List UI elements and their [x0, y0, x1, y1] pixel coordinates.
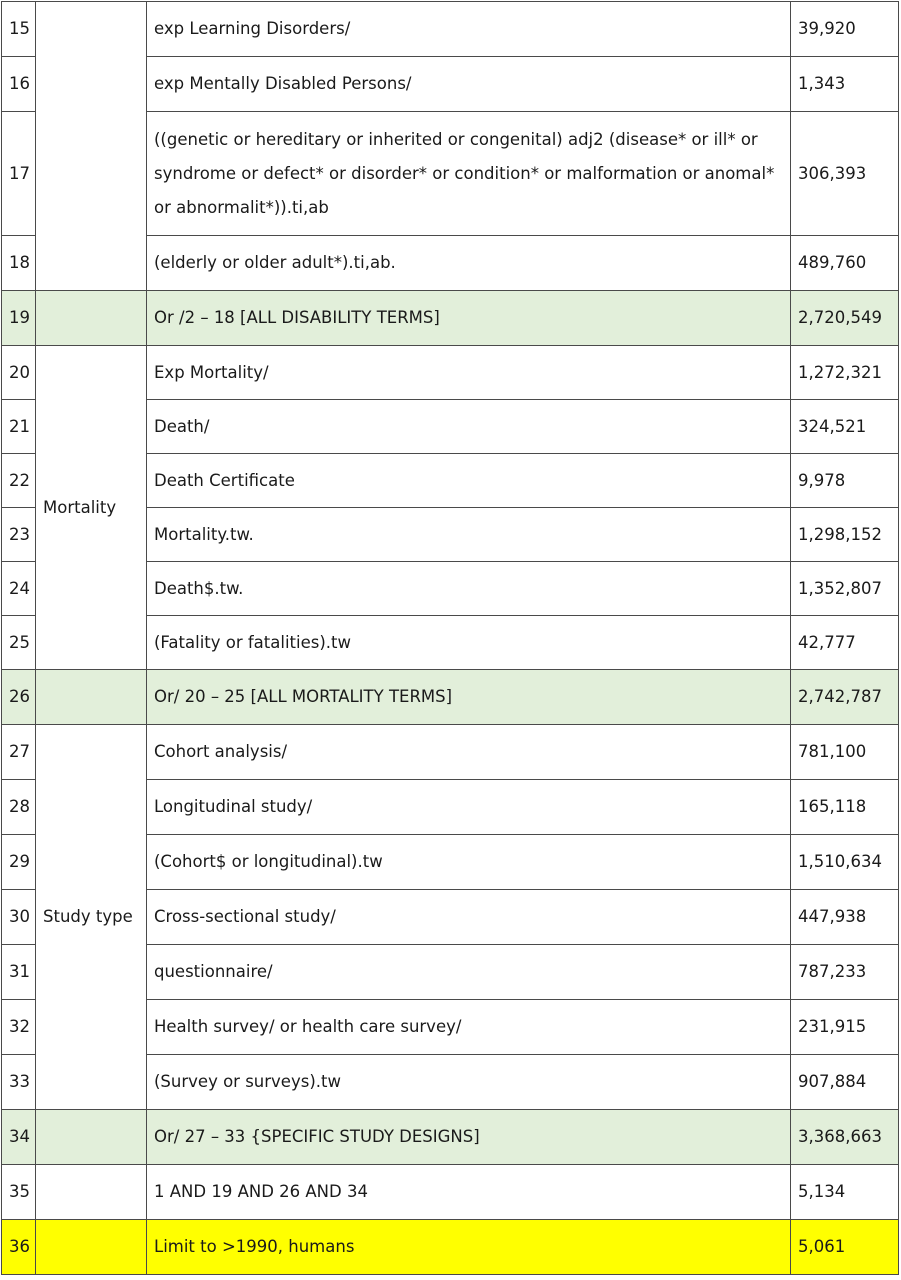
search-term: Or/ 27 – 33 {SPECIFIC STUDY DESIGNS] [147, 1110, 791, 1165]
result-count: 2,720,549 [791, 291, 899, 346]
search-term: Cross-sectional study/ [147, 890, 791, 945]
result-count: 1,510,634 [791, 835, 899, 890]
result-count: 1,298,152 [791, 508, 899, 562]
row-number: 25 [2, 616, 36, 670]
row-number: 29 [2, 835, 36, 890]
row-number: 30 [2, 890, 36, 945]
final-limit-row [2, 1220, 899, 1275]
row-number: 36 [2, 1220, 36, 1275]
result-count: 5,061 [791, 1220, 899, 1275]
result-count: 2,742,787 [791, 670, 899, 725]
result-count: 781,100 [791, 725, 899, 780]
summary-row [2, 670, 899, 725]
row-number: 17 [2, 112, 36, 236]
result-count: 42,777 [791, 616, 899, 670]
search-term: (elderly or older adult*).ti,ab. [147, 236, 791, 291]
search-term: Or /2 – 18 [ALL DISABILITY TERMS] [147, 291, 791, 346]
search-term: Death/ [147, 400, 791, 454]
category-cell [36, 1110, 147, 1165]
row-number: 33 [2, 1055, 36, 1110]
result-count: 306,393 [791, 112, 899, 236]
row-number: 22 [2, 454, 36, 508]
result-count: 1,352,807 [791, 562, 899, 616]
result-count: 39,920 [791, 2, 899, 57]
search-term: Cohort analysis/ [147, 725, 791, 780]
search-term: questionnaire/ [147, 945, 791, 1000]
row-number: 21 [2, 400, 36, 454]
search-term: (Survey or surveys).tw [147, 1055, 791, 1110]
summary-row [2, 1110, 899, 1165]
row-number: 18 [2, 236, 36, 291]
row-number: 32 [2, 1000, 36, 1055]
search-term: exp Mentally Disabled Persons/ [147, 57, 791, 112]
result-count: 5,134 [791, 1165, 899, 1220]
row-number: 34 [2, 1110, 36, 1165]
result-count: 447,938 [791, 890, 899, 945]
search-term: 1 AND 19 AND 26 AND 34 [147, 1165, 791, 1220]
search-term: Longitudinal study/ [147, 780, 791, 835]
search-term: Or/ 20 – 25 [ALL MORTALITY TERMS] [147, 670, 791, 725]
table-row [2, 346, 899, 400]
search-term: Health survey/ or health care survey/ [147, 1000, 791, 1055]
table-row [2, 725, 899, 780]
result-count: 787,233 [791, 945, 899, 1000]
table-body [2, 2, 899, 1275]
search-term: Limit to >1990, humans [147, 1220, 791, 1275]
category-study-type [36, 725, 147, 1110]
search-term: exp Learning Disorders/ [147, 2, 791, 57]
table-row [2, 1165, 899, 1220]
result-count: 9,978 [791, 454, 899, 508]
row-number: 23 [2, 508, 36, 562]
search-term: ((genetic or hereditary or inherited or congenital) adj2 (disease* or ill* or syndrome or defect* or disorder* or condition* or malformation or anomal* or abnormalit*)).ti,ab [147, 112, 791, 236]
category-cell [36, 1220, 147, 1275]
result-count: 324,521 [791, 400, 899, 454]
result-count: 165,118 [791, 780, 899, 835]
search-term: Death Certificate [147, 454, 791, 508]
search-term: (Cohort$ or longitudinal).tw [147, 835, 791, 890]
search-term: Death$.tw. [147, 562, 791, 616]
summary-row [2, 291, 899, 346]
row-number: 24 [2, 562, 36, 616]
result-count: 1,272,321 [791, 346, 899, 400]
row-number: 26 [2, 670, 36, 725]
category-cell [36, 670, 147, 725]
row-number: 19 [2, 291, 36, 346]
row-number: 28 [2, 780, 36, 835]
row-number: 20 [2, 346, 36, 400]
result-count: 3,368,663 [791, 1110, 899, 1165]
row-number: 27 [2, 725, 36, 780]
result-count: 907,884 [791, 1055, 899, 1110]
row-number: 16 [2, 57, 36, 112]
search-term: (Fatality or fatalities).tw [147, 616, 791, 670]
row-number: 15 [2, 2, 36, 57]
table-row [2, 2, 899, 57]
category-cell [36, 2, 147, 291]
result-count: 231,915 [791, 1000, 899, 1055]
result-count: 489,760 [791, 236, 899, 291]
category-cell [36, 291, 147, 346]
result-count: 1,343 [791, 57, 899, 112]
category-label: Mortality [43, 497, 117, 517]
search-term: Mortality.tw. [147, 508, 791, 562]
row-number: 35 [2, 1165, 36, 1220]
row-number: 31 [2, 945, 36, 1000]
category-label: Study type [43, 907, 133, 926]
category-cell [36, 1165, 147, 1220]
category-mortality [36, 346, 147, 670]
search-strategy-table [1, 1, 899, 1275]
search-term: Exp Mortality/ [147, 346, 791, 400]
